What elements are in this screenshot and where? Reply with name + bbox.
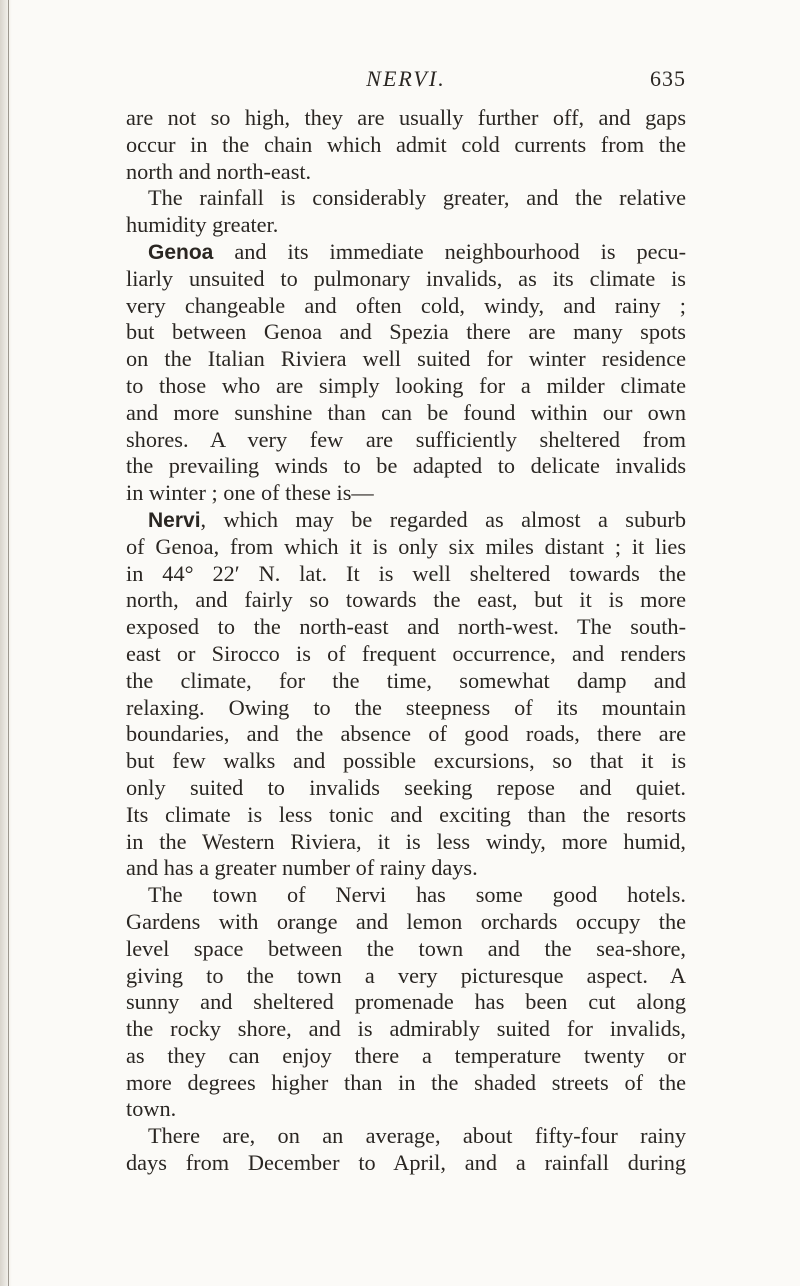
text-run: more degrees higher than in the shaded streets of the [126, 1069, 686, 1095]
text-run: occur in the chain which admit cold currents from the [126, 131, 686, 157]
text-run: level space between the town and the sea-shore, [126, 935, 686, 961]
text-line [126, 185, 686, 212]
text-line [126, 239, 686, 266]
text-run: days from December to April, and a rainfall during [126, 1150, 686, 1176]
text-run: to those who are simply looking for a milder climate [126, 372, 686, 398]
text-line [126, 507, 686, 534]
text-run: the rocky shore, and is admirably suited for invalids, [126, 1016, 686, 1042]
text-run: are not so high, they are usually further off, and gaps [126, 105, 686, 130]
text-run: very changeable and often cold, windy, and rainy ; [126, 292, 686, 318]
text-line [126, 319, 686, 346]
text-line [126, 668, 686, 695]
text-run: boundaries, and the absence of good roads, there are [126, 721, 686, 747]
text-run: the climate, for the time, somewhat damp and [126, 667, 686, 693]
text-line [126, 480, 686, 507]
text-line [126, 1150, 686, 1177]
text-line [126, 1096, 686, 1123]
text-line [126, 132, 686, 159]
text-run: but between Genoa and Spezia there are many spots [126, 319, 686, 345]
text-run: liarly unsuited to pulmonary invalids, as its climate is [126, 265, 686, 291]
running-head [126, 66, 686, 100]
text-run: and has a greater number of rainy days. [126, 855, 478, 881]
text-line [126, 400, 686, 427]
text-line [126, 561, 686, 588]
text-run: and more sunshine than can be found within our own [126, 399, 686, 425]
text-run: town. [126, 1096, 177, 1122]
text-line [126, 802, 686, 829]
text-line [126, 159, 686, 186]
text-line [126, 936, 686, 963]
text-line [126, 989, 686, 1016]
text-run: There are, on an average, about fifty-four rainy [148, 1123, 686, 1149]
text-run: The rainfall is considerably greater, and the relative [148, 185, 686, 211]
text-run: , which may be regarded as almost a suburb [200, 506, 686, 532]
text-run: as they can enjoy there a temperature twenty or [126, 1042, 686, 1068]
text-run: humidity greater. [126, 212, 279, 238]
text-run: relaxing. Owing to the steepness of its mountain [126, 694, 686, 720]
body-text [126, 105, 686, 1177]
text-run: The town of Nervi has some good hotels. [148, 882, 686, 908]
text-line [126, 1123, 686, 1150]
text-line [126, 1070, 686, 1097]
text-run: east or Sirocco is of frequent occurrence, and renders [126, 640, 686, 666]
text-line [126, 775, 686, 802]
text-run: giving to the town a very picturesque aspect. A [126, 962, 686, 988]
text-line [126, 534, 686, 561]
text-run: Gardens with orange and lemon orchards occupy the [126, 908, 686, 934]
text-run: north, and fairly so towards the east, but it is more [126, 587, 686, 613]
text-run: in winter ; one of these is— [126, 480, 374, 506]
text-run: on the Italian Riviera well suited for winter residence [126, 346, 686, 372]
text-line [126, 909, 686, 936]
text-line [126, 587, 686, 614]
text-line [126, 695, 686, 722]
text-line [126, 855, 686, 882]
text-run: sunny and sheltered promenade has been cut along [126, 989, 686, 1015]
page-edge-shadow [0, 0, 12, 1286]
text-line [126, 453, 686, 480]
text-run: and its immediate neighbourhood is pecu- [213, 238, 686, 264]
text-run: but few walks and possible excursions, so that it is [126, 748, 686, 774]
text-run: of Genoa, from which it is only six miles distant ; it lies [126, 533, 686, 559]
text-run: in the Western Riviera, it is less windy, more humid, [126, 828, 686, 854]
text-run: only suited to invalids seeking repose and quiet. [126, 774, 686, 800]
text-line [126, 105, 686, 132]
place-name-heading: Genoa [148, 240, 214, 264]
page-edge-line [8, 0, 9, 1286]
text-line [126, 721, 686, 748]
text-line [126, 293, 686, 320]
text-run: the prevailing winds to be adapted to delicate invalids [126, 453, 686, 479]
text-run: in 44° 22′ N. lat. It is well sheltered towards the [126, 560, 686, 586]
page-number: 635 [650, 66, 686, 91]
text-run: exposed to the north-east and north-west. The south- [126, 614, 686, 640]
text-line [126, 641, 686, 668]
text-line [126, 748, 686, 775]
text-line [126, 212, 686, 239]
text-line [126, 963, 686, 990]
text-line [126, 1016, 686, 1043]
text-line [126, 614, 686, 641]
place-name-heading: Nervi [148, 508, 201, 532]
text-run: north and north-east. [126, 158, 312, 184]
running-head-title: NERVI. [366, 66, 446, 91]
text-line [126, 373, 686, 400]
text-line [126, 427, 686, 454]
text-line [126, 346, 686, 373]
text-line [126, 266, 686, 293]
text-line [126, 829, 686, 856]
text-line [126, 882, 686, 909]
text-line [126, 1043, 686, 1070]
text-run: Its climate is less tonic and exciting than the resorts [126, 801, 686, 827]
text-run: shores. A very few are sufficiently sheltered from [126, 426, 686, 452]
